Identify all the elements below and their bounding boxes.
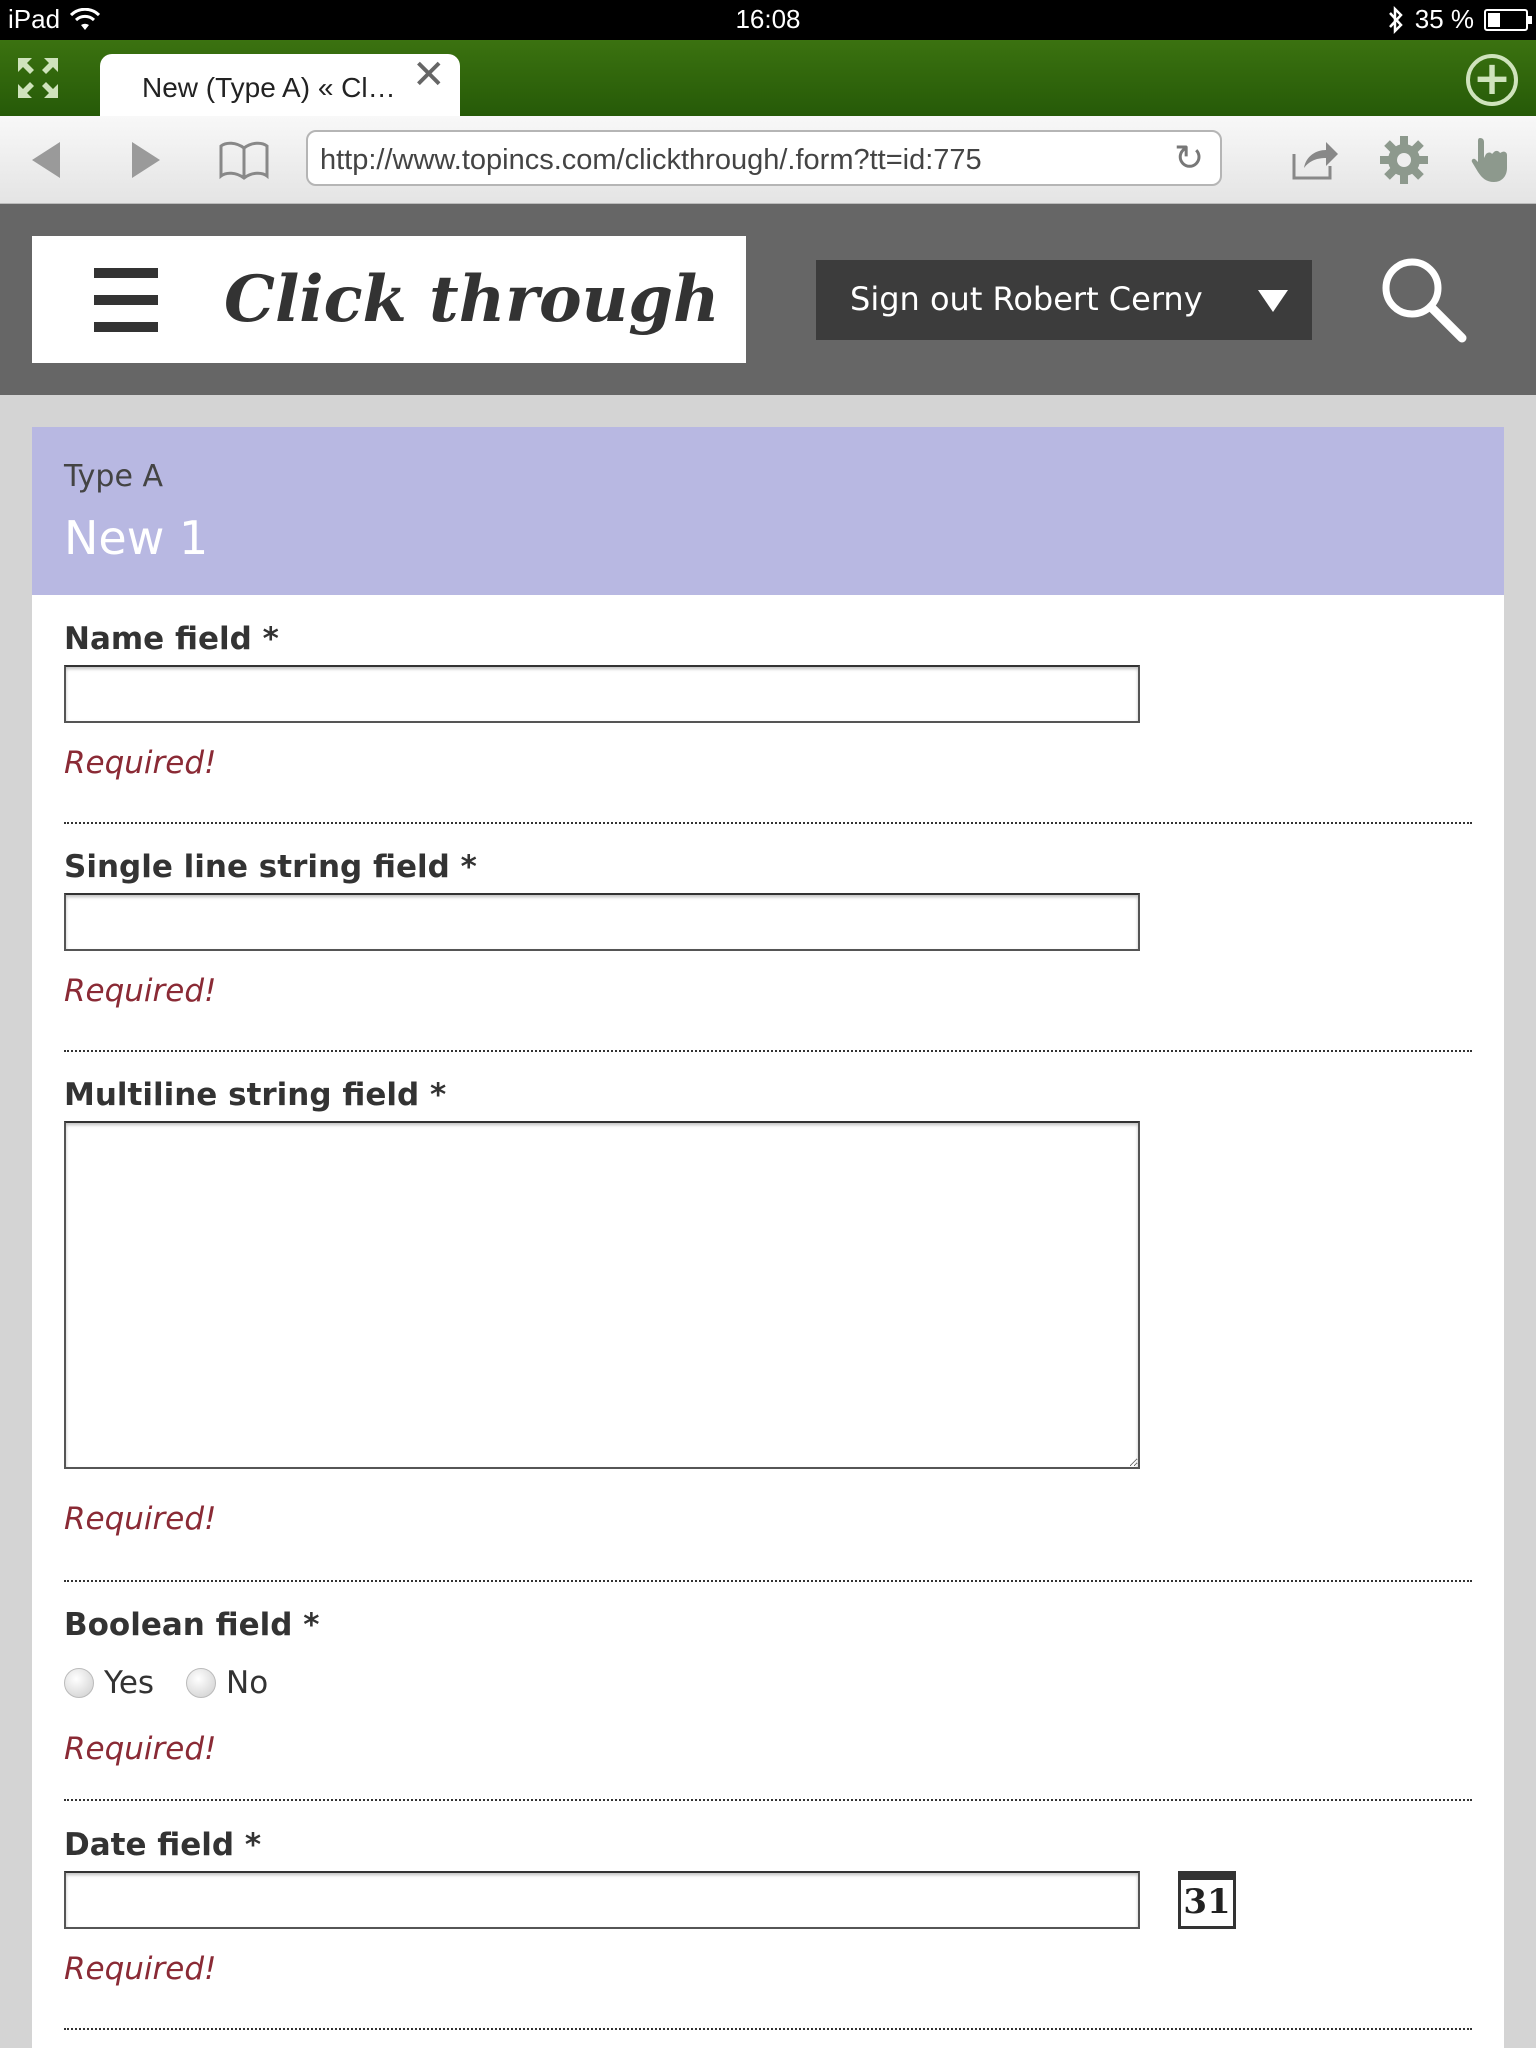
- battery-percent: 35 %: [1414, 4, 1474, 34]
- gear-icon[interactable]: [1378, 134, 1430, 186]
- boolean-field-group: [64, 1607, 1472, 1801]
- forward-icon[interactable]: [128, 138, 164, 182]
- name-field-group: [64, 621, 1472, 824]
- boolean-radio-group: [64, 1665, 300, 1701]
- single-line-field-group: [64, 849, 1472, 1052]
- back-icon[interactable]: [28, 138, 64, 182]
- bluetooth-icon: [1387, 6, 1405, 34]
- browser-toolbar: [0, 116, 1536, 204]
- active-tab[interactable]: [100, 54, 460, 116]
- multiline-field-error: Required!: [64, 1501, 217, 1537]
- radio-no-label[interactable]: No: [226, 1665, 269, 1701]
- site-title[interactable]: Click through: [224, 262, 720, 337]
- clock: 16:08: [735, 4, 801, 34]
- bookmarks-icon[interactable]: [218, 140, 270, 180]
- brand-box: [32, 236, 746, 363]
- name-field-label: Name field *: [64, 621, 279, 657]
- share-icon[interactable]: [1290, 136, 1340, 182]
- date-field-group: [64, 1827, 1472, 2030]
- name-field-error: Required!: [64, 745, 217, 781]
- search-icon[interactable]: [1378, 254, 1468, 344]
- name-field-input[interactable]: [64, 665, 1140, 723]
- close-icon[interactable]: ✕: [412, 52, 446, 98]
- fullscreen-icon[interactable]: [16, 56, 60, 100]
- boolean-field-label: Boolean field *: [64, 1607, 320, 1643]
- type-label: Type A: [64, 459, 163, 494]
- multiline-field-group: [64, 1077, 1472, 1582]
- single-line-field-input[interactable]: [64, 893, 1140, 951]
- radio-yes-label[interactable]: Yes: [104, 1665, 155, 1701]
- device-label: iPad: [8, 4, 61, 34]
- boolean-field-error: Required!: [64, 1731, 217, 1767]
- url-text: http://www.topincs.com/clickthrough/.form?tt=id:775: [320, 144, 982, 176]
- multiline-field-label: Multiline string field *: [64, 1077, 447, 1113]
- reload-icon[interactable]: ↻: [1174, 137, 1205, 178]
- url-bar[interactable]: [306, 130, 1222, 186]
- status-bar: [0, 0, 1536, 40]
- signout-button[interactable]: [816, 260, 1312, 340]
- date-field-input[interactable]: [64, 1871, 1140, 1929]
- date-field-error: Required!: [64, 1951, 217, 1987]
- form-card: [32, 427, 1504, 2048]
- radio-yes[interactable]: [64, 1668, 94, 1698]
- single-line-field-label: Single line string field *: [64, 849, 477, 885]
- date-field-label: Date field *: [64, 1827, 262, 1863]
- tab-bar: [0, 40, 1536, 116]
- single-line-field-error: Required!: [64, 973, 217, 1009]
- chevron-down-icon: [1258, 290, 1288, 312]
- radio-no[interactable]: [186, 1668, 216, 1698]
- multiline-field-input[interactable]: [64, 1121, 1140, 1469]
- calendar-icon[interactable]: 31: [1178, 1871, 1236, 1929]
- form-title: New 1: [64, 511, 209, 565]
- tab-title: New (Type A) « Cl…: [142, 72, 396, 103]
- signout-label: Sign out Robert Cerny: [850, 280, 1203, 318]
- pointer-icon[interactable]: [1470, 134, 1512, 186]
- battery-icon: [1484, 9, 1528, 31]
- add-tab-icon[interactable]: +: [1466, 54, 1518, 106]
- site-header: [0, 204, 1536, 395]
- menu-icon[interactable]: [94, 268, 158, 332]
- form-header: [32, 427, 1504, 595]
